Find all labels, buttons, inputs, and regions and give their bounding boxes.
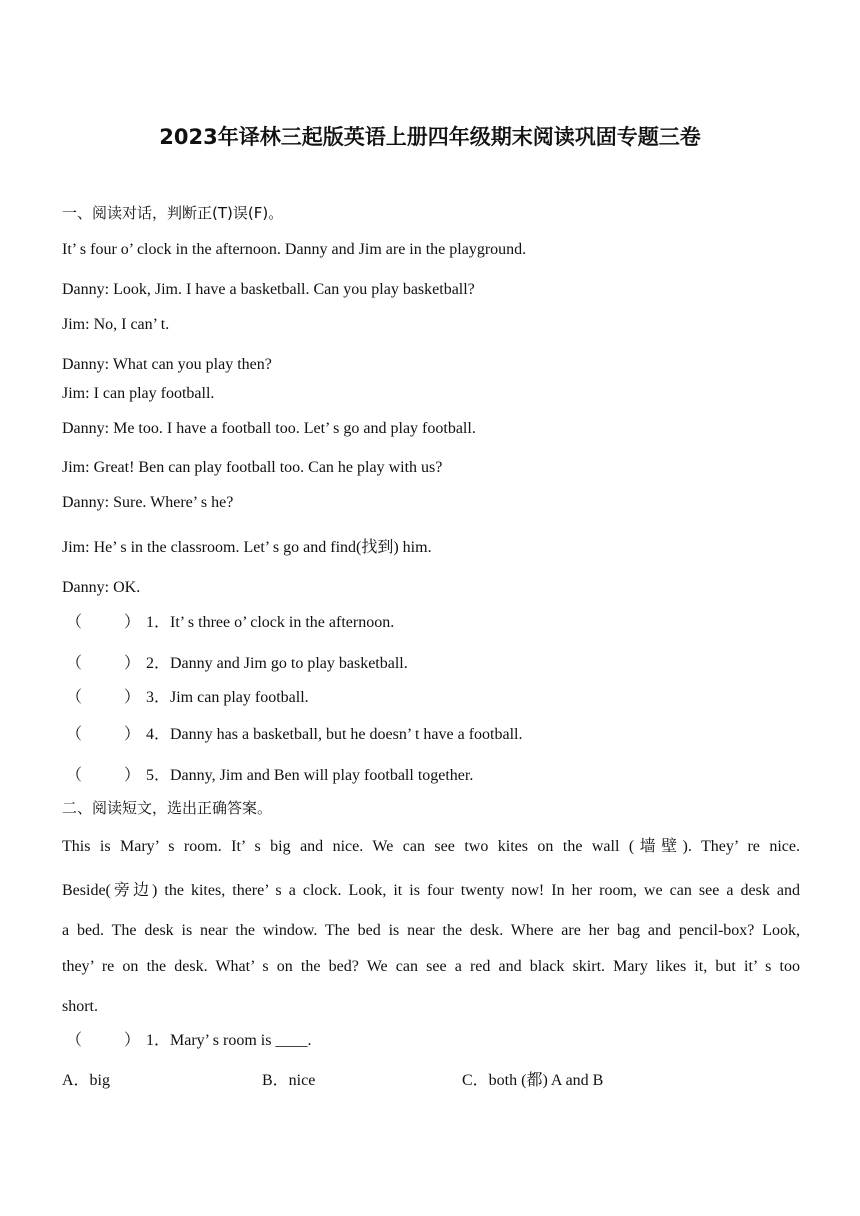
dialogue-line: Danny: What can you play then? bbox=[62, 356, 272, 373]
dialogue-line: Jim: I can play football. bbox=[62, 385, 215, 402]
option-a[interactable]: A．big bbox=[62, 1072, 111, 1089]
dialogue-line: Danny: Look, Jim. I have a basketball. Can you play basketball? bbox=[62, 281, 475, 298]
answer-blank-close: ） bbox=[124, 726, 141, 743]
question-text: 3．Jim can play football. bbox=[146, 689, 309, 706]
dialogue-line: Danny: OK. bbox=[62, 579, 141, 596]
section2-question-1 bbox=[66, 1031, 311, 1051]
answer-blank-open[interactable]: （ bbox=[66, 726, 83, 743]
question-3 bbox=[66, 688, 309, 708]
dialogue-line: Danny: Me too. I have a football too. Let’ s go and play football. bbox=[62, 420, 476, 437]
dialogue-line: It’ s four o’ clock in the afternoon. Danny and Jim are in the playground. bbox=[62, 241, 527, 258]
passage-line: short. bbox=[62, 998, 98, 1015]
question-2 bbox=[66, 654, 408, 674]
page-title: 2023年译林三起版英语上册四年级期末阅读巩固专题三卷 bbox=[159, 125, 701, 149]
answer-blank-open[interactable]: （ bbox=[66, 689, 83, 706]
answer-blank-close: ） bbox=[124, 767, 141, 784]
answer-blank-close: ） bbox=[124, 655, 141, 672]
answer-blank-open[interactable]: （ bbox=[66, 1032, 83, 1049]
passage-line: Beside(旁边) the kites, there’ s a clock. Look, it is four twenty now! In her room, we can see a desk and bbox=[62, 882, 800, 899]
question-text: 5．Danny, Jim and Ben will play football together. bbox=[146, 767, 474, 784]
answer-blank-close: ） bbox=[124, 689, 141, 706]
answer-blank-open[interactable]: （ bbox=[66, 614, 83, 631]
dialogue-line: Jim: He’ s in the classroom. Let’ s go and find(找到) him. bbox=[62, 539, 432, 556]
question-5 bbox=[66, 766, 473, 786]
question-text: 1．Mary’ s room is ____. bbox=[146, 1032, 312, 1049]
section1-heading: 一、阅读对话，判断正(T)误(F)。 bbox=[62, 204, 284, 222]
answer-blank-open[interactable]: （ bbox=[66, 655, 83, 672]
question-1 bbox=[66, 613, 394, 633]
dialogue-line: Jim: No, I can’ t. bbox=[62, 316, 170, 333]
answer-blank-close: ） bbox=[124, 1032, 141, 1049]
question-4 bbox=[66, 725, 523, 745]
passage-line: a bed. The desk is near the window. The bed is near the desk. Where are her bag and pencil-box? Look, bbox=[62, 922, 800, 939]
section2-heading: 二、阅读短文，选出正确答案。 bbox=[62, 799, 273, 817]
answer-blank-open[interactable]: （ bbox=[66, 767, 83, 784]
answer-blank-close: ） bbox=[124, 614, 141, 631]
dialogue-line: Danny: Sure. Where’ s he? bbox=[62, 494, 234, 511]
option-b[interactable]: B．nice bbox=[262, 1072, 316, 1089]
passage-line: they’ re on the desk. What’ s on the bed? We can see a red and black skirt. Mary likes it, but it’ s too bbox=[62, 958, 800, 975]
reading-passage bbox=[62, 837, 800, 1033]
question-text: 2．Danny and Jim go to play basketball. bbox=[146, 655, 408, 672]
question-text: 1．It’ s three o’ clock in the afternoon. bbox=[146, 614, 395, 631]
dialogue-line: Jim: Great! Ben can play football too. Can he play with us? bbox=[62, 459, 443, 476]
option-c[interactable]: C．both (都) A and B bbox=[462, 1072, 604, 1089]
passage-line: This is Mary’ s room. It’ s big and nice. We can see two kites on the wall (墙壁). They’ re nice. bbox=[62, 838, 800, 855]
question-text: 4．Danny has a basketball, but he doesn’ t have a football. bbox=[146, 726, 523, 743]
